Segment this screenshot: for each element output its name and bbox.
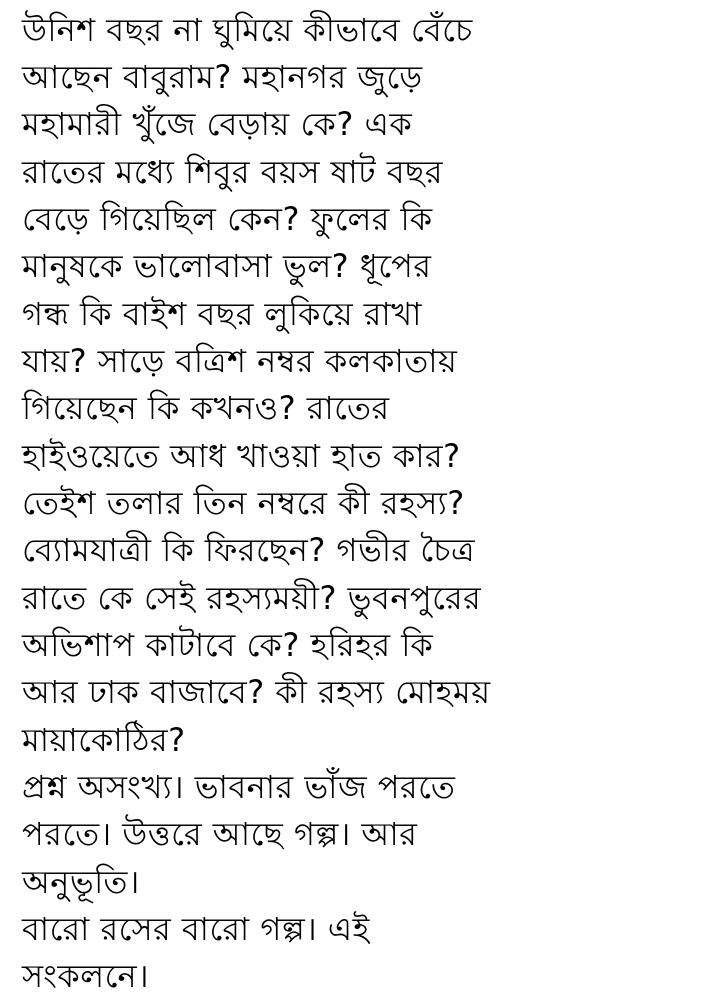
text-line: রাতের মধ্যে শিবুর বয়স ষাট বছর <box>22 153 444 191</box>
text-line: সংকলনে। <box>22 957 150 995</box>
text-line: অনুভূতি। <box>22 863 140 901</box>
text-line: গিয়েছেন কি কখনও? রাতের <box>22 389 390 427</box>
text-line: আর ঢাক বাজাবে? কী রহস্য মোহময় <box>22 673 491 711</box>
text-line: মানুষকে ভালোবাসা ভুল? ধূপের <box>22 247 432 285</box>
text-line: যায়? সাড়ে বত্রিশ নম্বর কলকাতায় <box>22 342 458 380</box>
text-line: ব্যোমযাত্রী কি ফিরছেন? গভীর চৈত্র <box>22 531 476 569</box>
text-line: মহামারী খুঁজে বেড়ায় কে? এক <box>22 105 413 143</box>
text-line: প্রশ্ন অসংখ্য। ভাবনার ভাঁজ পরতে <box>22 768 456 806</box>
text-line: মায়াকোঠির? <box>22 721 186 759</box>
text-line: আছেন বাবুরাম? মহানগর জুড়ে <box>22 58 423 96</box>
text-line: বেড়ে গিয়েছিল কেন? ফুলের কি <box>22 200 433 238</box>
text-line: রাতে কে সেই রহস্যময়ী? ভুবনপুরের <box>22 579 482 617</box>
text-line: গন্ধ কি বাইশ বছর লুকিয়ে রাখা <box>22 295 422 333</box>
text-line: অভিশাপ কাটাবে কে? হরিহর কি <box>22 626 434 664</box>
text-line: পরতে। উত্তরে আছে গল্প। আর <box>22 815 418 853</box>
text-line: তেইশ তলার তিন নম্বরে কী রহস্য? <box>22 484 465 522</box>
text-line: হাইওয়েতে আধ খাওয়া হাত কার? <box>22 437 461 475</box>
text-line: উনিশ বছর না ঘুমিয়ে কীভাবে বেঁচে <box>22 11 473 49</box>
text-line: বারো রসের বারো গল্প। এই <box>22 910 370 948</box>
